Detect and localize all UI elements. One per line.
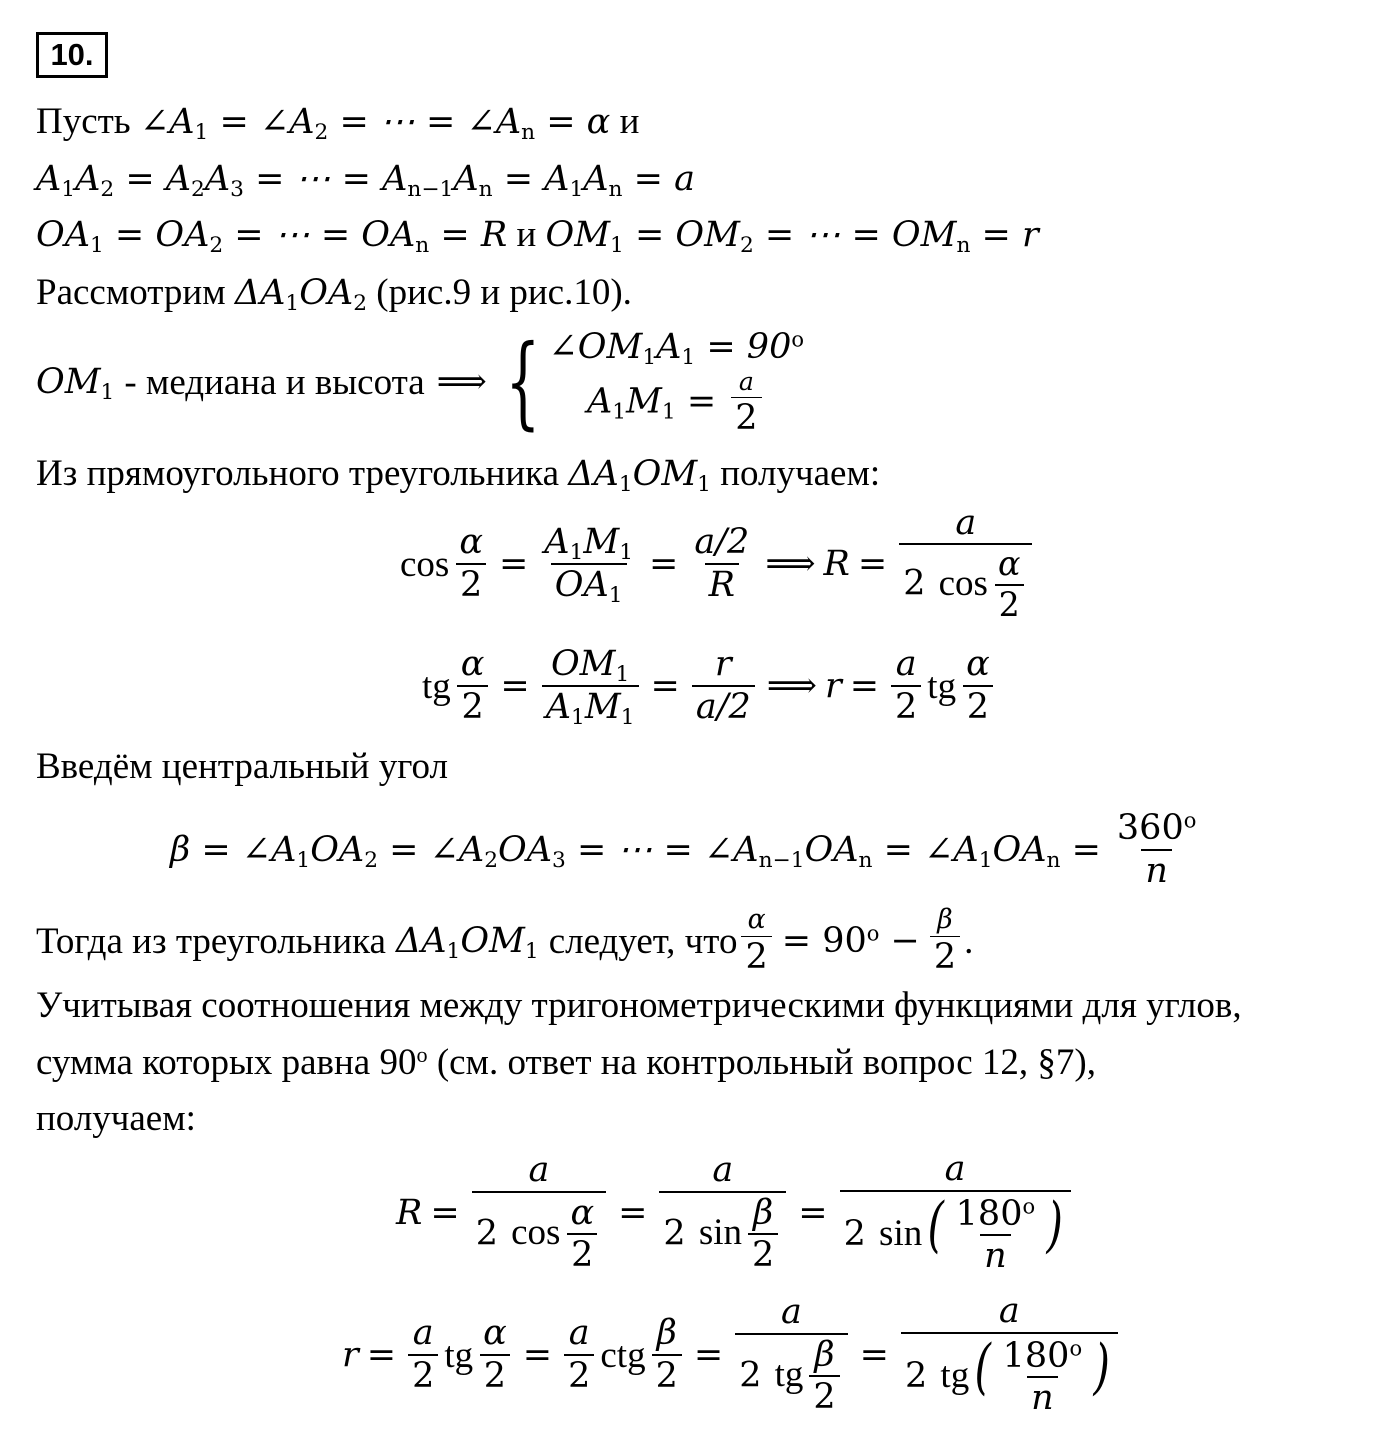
- central-angle-line: [36, 745, 448, 789]
- follows-text: следует, что: [548, 920, 738, 962]
- system-brace: {: [505, 323, 541, 440]
- let-word: Пусть: [36, 101, 131, 142]
- then-text: Тогда из треугольника: [36, 920, 386, 962]
- given-line-1: Учитывая соотношения между тригонометрическими функциями для углов,: [36, 985, 1242, 1026]
- triangle-a1oa2: $\Delta A_1OA_2$: [234, 273, 368, 317]
- get-line: получаем:: [36, 1098, 196, 1139]
- right-angle-equation: $\angle OM_1A_1 = 90^o$: [548, 326, 805, 370]
- small-r-final-equation: r = $\frac{a}{2}$ tg $\frac{\alpha}{2}$ = $\frac{a}{2}$ ctg $\frac{\beta}{2}$ = a 2 tg $\frac{\beta}{2}$ = a 2 tg( $\frac{180^o}{n}$ ): [342, 1290, 1122, 1420]
- given-angles-line: [36, 100, 639, 144]
- consider-line: [36, 271, 632, 315]
- om1-over-a1m1: $\frac{OM_1}{A_1M_1}$: [542, 646, 639, 726]
- get-word: получаем:: [720, 453, 881, 494]
- figure-reference: (рис.9 и рис.10).: [376, 272, 632, 313]
- small-r-symbol: r: [824, 666, 842, 706]
- sides-equal-formula: $A_1A_2 = A_2A_3$ = ⋯ = $A_{n-1}A_n = A_1A_n = a$: [36, 159, 695, 203]
- big-r-symbol: R: [823, 544, 850, 584]
- sides-equal-line: [36, 157, 695, 201]
- right-triangle-line: [36, 452, 880, 496]
- a1m1-over-oa1: $\frac{A_1M_1}{OA_1}$: [544, 522, 634, 609]
- central-angle-text: Введём центральный угол: [36, 746, 448, 787]
- angles-equal-formula: $\angle A_1$ = $\angle A_2$ = ⋯ = $\angle A_n = \alpha$: [139, 102, 611, 146]
- problem-number: 10.: [36, 32, 108, 78]
- triangle-a1om1-2: $\Delta A_1OM_1$: [395, 921, 539, 965]
- small-radii-formula: $OM_1 = OM_2$ = ⋯ = $OM_n = r$: [545, 215, 1039, 259]
- alpha-half-fraction: $\frac{\alpha}{2}$: [455, 524, 487, 604]
- radii-line: [36, 213, 1039, 257]
- r-over-a-half: $\frac{r}{a/2}$: [692, 646, 755, 726]
- big-radii-formula: $OA_1 = OA_2$ = ⋯ = $OA_n = R$: [36, 215, 508, 259]
- beta-chain: $\beta = \angle A_1OA_2$ = $\angle A_2OA_3$ = ⋯ = $\angle A_{n-1}OA_n$ = $\angle A_1OA_n$ =: [170, 830, 1101, 874]
- and-word-2: и: [516, 214, 537, 255]
- triangle-a1om1: $\Delta A_1OM_1$: [568, 454, 711, 498]
- median-height-text: - медиана и высота: [124, 361, 425, 403]
- given-line-2: сумма которых равна 90$^o$ (см. ответ на контрольный вопрос 12, §7),: [36, 1041, 1096, 1083]
- and-word: и: [619, 101, 640, 142]
- half-side-equation: $A_1M_1$ = $\frac{a}{2}$: [587, 369, 766, 437]
- then-line: Тогда из треугольника $\Delta A_1OM_1$ следует, что $\frac{\alpha}{2}$ = $90^o$ − $\frac{\beta}{2}$ .: [36, 904, 974, 978]
- implies-arrow: ⟹: [436, 362, 487, 402]
- cos-function: cos: [400, 543, 450, 585]
- big-r-final-equation: R = a 2 cos $\frac{\alpha}{2}$ = a 2 sin $\frac{\beta}{2}$ = a 2 sin( $\frac{180^o}{n}$ ): [396, 1148, 1075, 1278]
- median-height-line: [36, 322, 804, 442]
- tg-function: tg: [422, 665, 451, 707]
- r-circumradius-fraction: a 2 cos $\frac{\alpha}{2}$: [899, 505, 1032, 624]
- consider-word: Рассмотрим: [36, 272, 226, 313]
- a-half-over-r: $\frac{a/2}{R}$: [694, 522, 750, 605]
- cos-equation: cos $\frac{\alpha}{2}$ = $\frac{A_1M_1}{OA_1}$ = $\frac{a/2}{R}$ ⟹ R = a 2 cos $\frac{\alpha}{2}$: [398, 500, 1036, 628]
- 360-over-n: $\frac{360^o}{n}$: [1116, 808, 1197, 891]
- system-equations: [548, 327, 804, 437]
- right-triangle-text: Из прямоугольного треугольника: [36, 453, 559, 494]
- tg-equation: tg $\frac{\alpha}{2}$ = $\frac{OM_1}{A_1M_1}$ = $\frac{r}{a/2}$ ⟹ r = $\frac{a}{2}$ tg $\frac{\alpha}{2}$: [420, 636, 998, 736]
- beta-equation: [170, 800, 1204, 900]
- om1-symbol: $OM_1$: [36, 362, 115, 406]
